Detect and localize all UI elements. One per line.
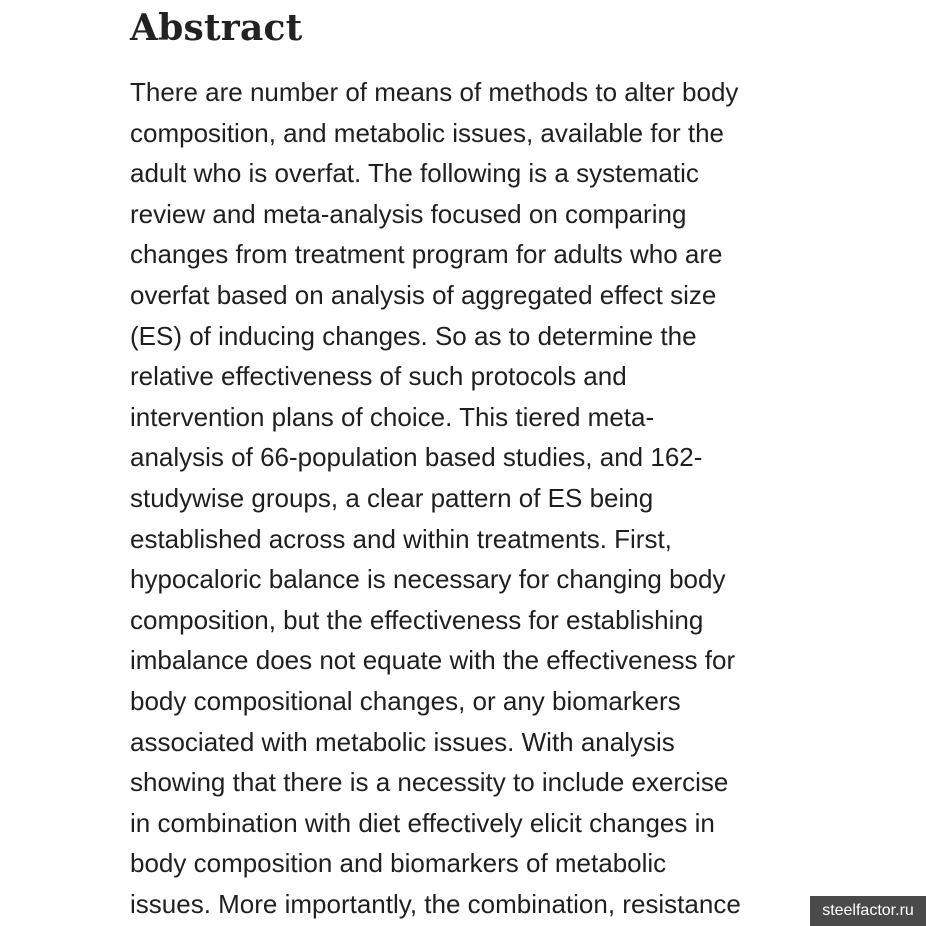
section-heading: Abstract bbox=[130, 7, 303, 49]
abstract-line: intervention plans of choice. This tiered meta- bbox=[130, 401, 655, 432]
abstract-line: imbalance does not equate with the effectiveness for bbox=[130, 645, 736, 676]
abstract-line: studywise groups, a clear pattern of ES being bbox=[130, 482, 654, 513]
abstract-line: body compositional changes, or any biomarkers bbox=[130, 685, 681, 716]
abstract-line: showing that there is a necessity to include exercise bbox=[130, 767, 729, 798]
abstract-line: review and meta-analysis focused on comparing bbox=[130, 198, 687, 229]
abstract-line: established across and within treatments. First, bbox=[130, 523, 672, 554]
abstract-line: changes from treatment program for adults who are bbox=[130, 239, 723, 270]
abstract-line: in combination with diet effectively elicit changes in bbox=[130, 807, 715, 838]
abstract-line: body composition and biomarkers of metabolic bbox=[130, 848, 667, 879]
abstract-line: composition, but the effectiveness for establishing bbox=[130, 604, 704, 635]
abstract-line: overfat based on analysis of aggregated effect size bbox=[130, 279, 717, 310]
abstract-line: hypocaloric balance is necessary for changing body bbox=[130, 564, 726, 595]
abstract-line: associated with metabolic issues. With analysis bbox=[130, 726, 675, 757]
abstract-line: relative effectiveness of such protocols and bbox=[130, 361, 627, 392]
abstract-line: (ES) of inducing changes. So as to determine the bbox=[130, 320, 697, 351]
abstract-line: composition, and metabolic issues, available for the bbox=[130, 117, 724, 148]
watermark-badge: steelfactor.ru bbox=[810, 896, 926, 926]
abstract-line: There are number of means of methods to alter body bbox=[130, 77, 739, 107]
abstract-body bbox=[130, 72, 810, 924]
abstract-line: issues. More importantly, the combination, resistance bbox=[130, 888, 741, 919]
abstract-line: analysis of 66-population based studies, and 162- bbox=[130, 442, 703, 473]
abstract-line: adult who is overfat. The following is a systematic bbox=[130, 158, 699, 189]
